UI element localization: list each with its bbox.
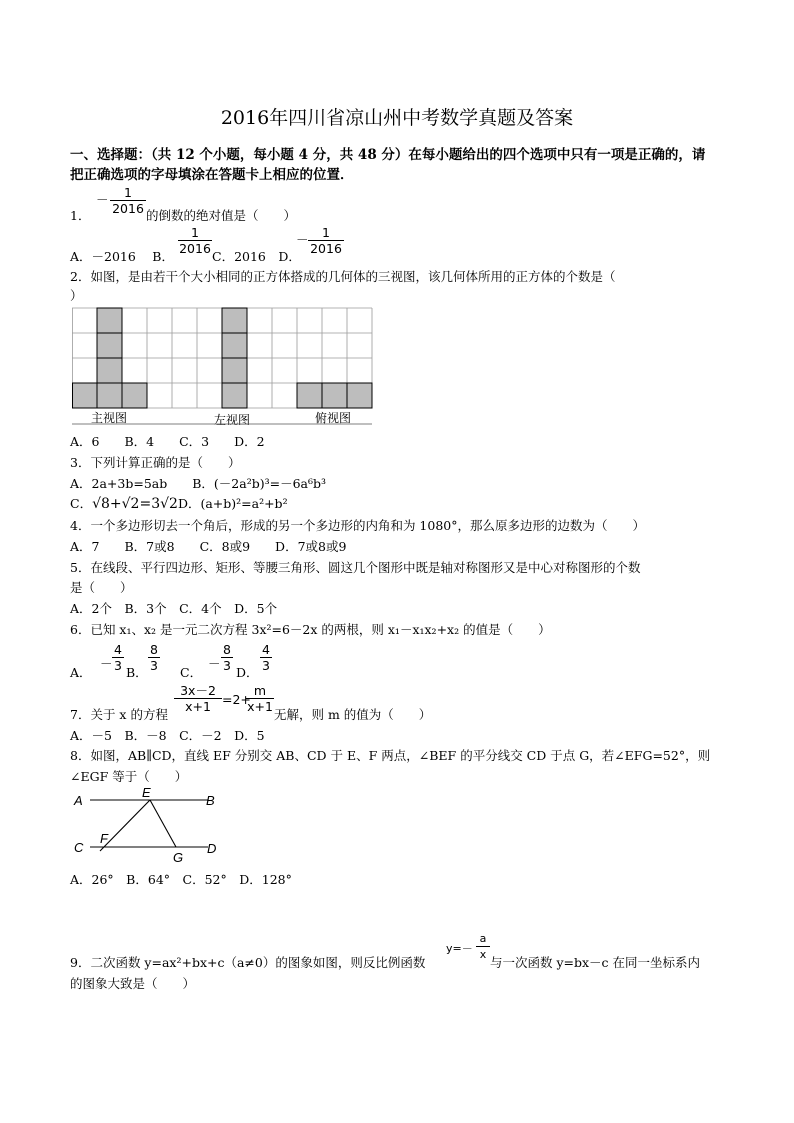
q1-option-a: A．－2016 B． bbox=[70, 249, 174, 264]
q6-optd-den: 3 bbox=[262, 658, 270, 673]
q2-stem-line2: ） bbox=[70, 288, 83, 303]
q6-opta-sign: － bbox=[100, 656, 113, 671]
left-view bbox=[222, 308, 247, 408]
q1-optd-num: 1 bbox=[322, 225, 330, 240]
q8-stem-line1: 8．如图，AB∥CD，直线 EF 分别交 AB、CD 于 E、F 两点，∠BEF 的平分线交 CD 于点 G，若∠EFG=52°，则 bbox=[70, 748, 711, 763]
q1-option-b-fraction bbox=[178, 225, 212, 256]
q7-frac1-num: 3x－2 bbox=[180, 683, 216, 698]
q3-optc-prefix: C． bbox=[70, 496, 93, 511]
q6-optb-num: 8 bbox=[150, 642, 158, 657]
q6-opta-num: 4 bbox=[114, 642, 122, 657]
q6-option-b-label: B． bbox=[126, 665, 148, 680]
three-views-figure bbox=[72, 307, 374, 425]
q1-optb-num: 1 bbox=[191, 225, 199, 240]
view-label-left: 左视图 bbox=[213, 413, 251, 425]
q7-options: A．－5 B．－8 C．－2 D．5 bbox=[70, 728, 265, 743]
q7-suffix: 无解，则 m 的值为（ ） bbox=[274, 707, 432, 722]
q4-options: A．7 B．7或8 C．8或9 D．7或8或9 bbox=[70, 539, 347, 554]
q6-optb-den: 3 bbox=[150, 658, 158, 673]
q5-options: A．2个 B．3个 C．4个 D．5个 bbox=[70, 601, 278, 616]
q3-optc-expression: √8+√2=3√2 bbox=[92, 496, 178, 512]
label-d: D bbox=[207, 841, 217, 856]
label-b: B bbox=[206, 793, 215, 808]
view-label-front: 主视图 bbox=[90, 411, 128, 425]
q1-optd-minus: － bbox=[296, 232, 309, 247]
q6-opta-fraction bbox=[112, 642, 124, 673]
parallel-lines-figure bbox=[70, 785, 230, 865]
q3-options-cd bbox=[70, 494, 288, 512]
q9-suffix: 与一次函数 y=bx－c 在同一坐标系内 bbox=[490, 955, 701, 970]
q6-optb-fraction bbox=[148, 642, 160, 673]
q9-func-den: x bbox=[479, 948, 487, 961]
section-heading-line1: 一、选择题：（共 12 个小题，每小题 4 分，共 48 分）在每小题给出的四个选项中只有一项是正确的，请 bbox=[70, 147, 706, 163]
q7-fraction-2 bbox=[246, 683, 274, 714]
q6-option-c-label: C． bbox=[180, 665, 203, 680]
q6-stem: 6．已知 x₁、x₂ 是一元二次方程 3x²=6－2x 的两根，则 x₁－x₁x₂+x₂ 的值是（ ） bbox=[70, 622, 551, 637]
q7-prefix: 7．关于 x 的方程 bbox=[70, 707, 168, 722]
page-title: 2016年四川省凉山州中考数学真题及答案 bbox=[220, 107, 574, 129]
q1-number: 1． bbox=[70, 208, 91, 223]
q1-fraction bbox=[110, 185, 146, 216]
q1-optb-den: 2016 bbox=[179, 241, 211, 256]
q3-option-d: D．(a+b)²=a²+b² bbox=[177, 496, 288, 511]
q1-option-c: C．2016 D． bbox=[212, 249, 301, 264]
q3-options-ab: A．2a+3b=5ab B．(－2a²b)³=－6a⁶b³ bbox=[70, 476, 327, 491]
top-view bbox=[297, 383, 372, 408]
q6-optc-num: 8 bbox=[223, 642, 231, 657]
q1-frac-numerator: 1 bbox=[124, 185, 132, 200]
q6-optc-sign: － bbox=[208, 656, 221, 671]
q8-stem-line2: ∠EGF 等于（ ） bbox=[70, 769, 188, 784]
q2-stem-line1: 2．如图，是由若干个大小相同的正方体搭成的几何体的三视图，该几何体所用的正方体的个数是（ bbox=[70, 269, 616, 284]
q6-option-d-label: D． bbox=[236, 665, 259, 680]
q1-frac-denominator: 2016 bbox=[112, 201, 144, 216]
q7-frac2-den: x+1 bbox=[247, 699, 273, 714]
q9-prefix: 9．二次函数 y=ax²+bx+c（a≠0）的图象如图，则反比例函数 bbox=[70, 955, 426, 970]
q6-option-a-label: A． bbox=[70, 665, 92, 680]
q7-fraction-1 bbox=[174, 683, 222, 714]
section-heading-line2: 把正确选项的字母填涂在答题卡上相应的位置． bbox=[70, 167, 354, 183]
q5-stem-line2: 是（ ） bbox=[70, 580, 133, 595]
q7-frac2-num: m bbox=[253, 683, 267, 698]
label-e: E bbox=[142, 785, 151, 800]
q1-optd-den: 2016 bbox=[310, 241, 342, 256]
q6-optc-den: 3 bbox=[223, 658, 231, 673]
q6-optd-num: 4 bbox=[262, 642, 270, 657]
view-label-top: 俯视图 bbox=[314, 411, 352, 425]
q9-func-lhs: y=－ bbox=[446, 942, 473, 955]
label-f: F bbox=[100, 831, 108, 846]
q7-frac1-den: x+1 bbox=[185, 699, 211, 714]
q1-minus: － bbox=[96, 192, 109, 207]
q1-text: 的倒数的绝对值是（ ） bbox=[146, 208, 297, 223]
line-eg bbox=[150, 800, 176, 847]
q6-optd-fraction bbox=[260, 642, 272, 673]
label-c: C bbox=[74, 840, 84, 855]
q4-stem: 4．一个多边形切去一个角后，形成的另一个多边形的内角和为 1080°，那么原多边形的边数为（ ） bbox=[70, 518, 645, 533]
label-a: A bbox=[74, 793, 83, 808]
q5-stem-line1: 5．在线段、平行四边形、矩形、等腰三角形、圆这几个图形中既是轴对称图形又是中心对称图形的个数 bbox=[70, 560, 641, 575]
q1-option-d-fraction bbox=[308, 225, 344, 256]
q6-opta-den: 3 bbox=[114, 658, 122, 673]
q3-stem: 3．下列计算正确的是（ ） bbox=[70, 455, 241, 470]
q9-func-num: a bbox=[479, 932, 487, 945]
label-g: G bbox=[173, 850, 184, 865]
q2-options: A．6 B．4 C．3 D．2 bbox=[70, 434, 265, 449]
q7-middle: =2+ bbox=[222, 692, 251, 707]
q9-stem-line2: 的图象大致是（ ） bbox=[70, 976, 196, 991]
q8-options: A．26° B．64° C．52° D．128° bbox=[70, 872, 292, 887]
q6-optc-fraction bbox=[221, 642, 233, 673]
q9-func-fraction bbox=[476, 931, 490, 962]
